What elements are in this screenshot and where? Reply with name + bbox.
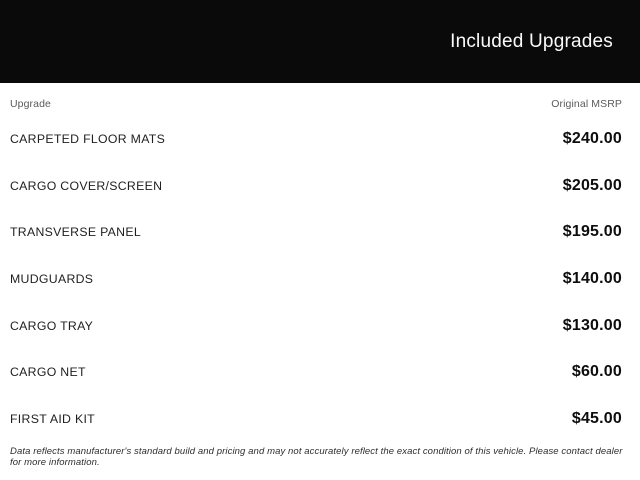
upgrade-name: FIRST AID KIT xyxy=(10,411,95,426)
column-header-original-msrp: Original MSRP xyxy=(551,98,622,110)
table-row xyxy=(10,163,622,210)
table-row xyxy=(10,116,622,163)
upgrade-price: $205.00 xyxy=(562,176,622,194)
column-header-upgrade: Upgrade xyxy=(10,98,51,110)
upgrade-name: CARGO COVER/SCREEN xyxy=(10,178,163,193)
upgrade-price: $140.00 xyxy=(562,270,622,288)
footer xyxy=(0,442,640,468)
table-row xyxy=(10,302,622,349)
upgrade-price: $195.00 xyxy=(562,223,622,241)
page-title: Included Upgrades xyxy=(450,30,613,52)
table-row xyxy=(10,396,622,443)
upgrade-price: $130.00 xyxy=(562,316,622,334)
upgrade-name: TRANSVERSE PANEL xyxy=(10,225,141,240)
disclaimer-text: Data reflects manufacturer's standard build and pricing and may not accurately reflect the exact condition of this vehicle. Please contact dealer for more information. xyxy=(10,446,623,469)
table-row xyxy=(10,349,622,396)
upgrade-price: $240.00 xyxy=(562,130,622,148)
table-header-row xyxy=(10,83,622,116)
header-bar xyxy=(0,0,640,83)
upgrade-name: CARGO NET xyxy=(10,365,86,380)
upgrade-name: CARPETED FLOOR MATS xyxy=(10,132,166,147)
upgrade-name: MUDGUARDS xyxy=(10,272,94,287)
upgrades-table xyxy=(0,83,640,442)
upgrade-name: CARGO TRAY xyxy=(10,318,94,333)
table-row xyxy=(10,256,622,303)
table-row xyxy=(10,209,622,256)
upgrade-price: $45.00 xyxy=(571,409,622,427)
table-body xyxy=(10,116,622,442)
upgrade-price: $60.00 xyxy=(571,363,622,381)
